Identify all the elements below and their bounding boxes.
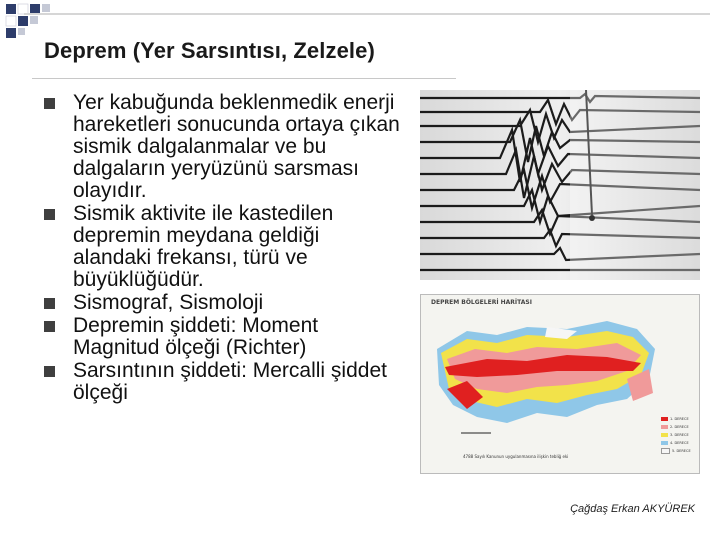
top-divider	[24, 13, 710, 15]
legend-swatch	[661, 425, 668, 429]
bullet-square-icon	[44, 321, 55, 332]
legend-label: 5. DERECE	[672, 448, 691, 453]
bullet-item	[42, 92, 402, 202]
legend-item	[661, 415, 697, 422]
bullet-item	[42, 292, 402, 314]
legend-item	[661, 439, 697, 446]
bullet-square-icon	[44, 98, 55, 109]
bullet-text: Yer kabuğunda beklenmedik enerji hareketleri sonucunda ortaya çıkan sismik dalgalanmalar ve bu dalgaların yeryüzünü sarsması olayıdır.	[73, 91, 400, 202]
bullet-text: Sarsıntının şiddeti: Mercalli şiddet ölçeği	[73, 359, 387, 404]
bullet-list	[42, 92, 402, 405]
title-underline	[32, 78, 456, 79]
legend-swatch	[661, 448, 670, 454]
bullet-square-icon	[44, 298, 55, 309]
bullet-text: Sismograf, Sismoloji	[73, 291, 264, 314]
bullet-text: Depremin şiddeti: Moment Magnitud ölçeği (Richter)	[73, 314, 319, 359]
author-credit: Çağdaş Erkan AKYÜREK	[570, 503, 695, 515]
legend-label: 3. DERECE	[670, 432, 689, 437]
map-title: DEPREM BÖLGELERİ HARİTASI	[431, 299, 532, 306]
seismograph-image	[420, 90, 700, 280]
legend-label: 1. DERECE	[670, 416, 689, 421]
bullet-square-icon	[44, 366, 55, 377]
bullet-item	[42, 360, 402, 404]
bullet-text: Sismik aktivite ile kastedilen depremin meydana geldiği alandaki frekansı, türü ve büyüklüğüdür.	[73, 202, 334, 291]
legend-label: 2. DERECE	[670, 424, 689, 429]
bullet-item	[42, 203, 402, 291]
bullet-square-icon	[44, 209, 55, 220]
corner-decoration	[0, 0, 60, 42]
bullet-item	[42, 315, 402, 359]
legend-item	[661, 431, 697, 438]
legend-label: 4. DERECE	[670, 440, 689, 445]
legend-item	[661, 447, 697, 454]
turkey-map-shape	[427, 309, 661, 449]
earthquake-zone-map	[420, 294, 700, 474]
legend-swatch	[661, 441, 668, 445]
legend-swatch	[661, 433, 668, 437]
legend-swatch	[661, 417, 668, 421]
slide-title: Deprem (Yer Sarsıntısı, Zelzele)	[44, 38, 375, 63]
legend-item	[661, 423, 697, 430]
map-legend	[661, 415, 697, 455]
map-caption: 4788 Sayılı Kanunun uygulanmasına ilişkin tebliğ eki	[463, 454, 569, 459]
